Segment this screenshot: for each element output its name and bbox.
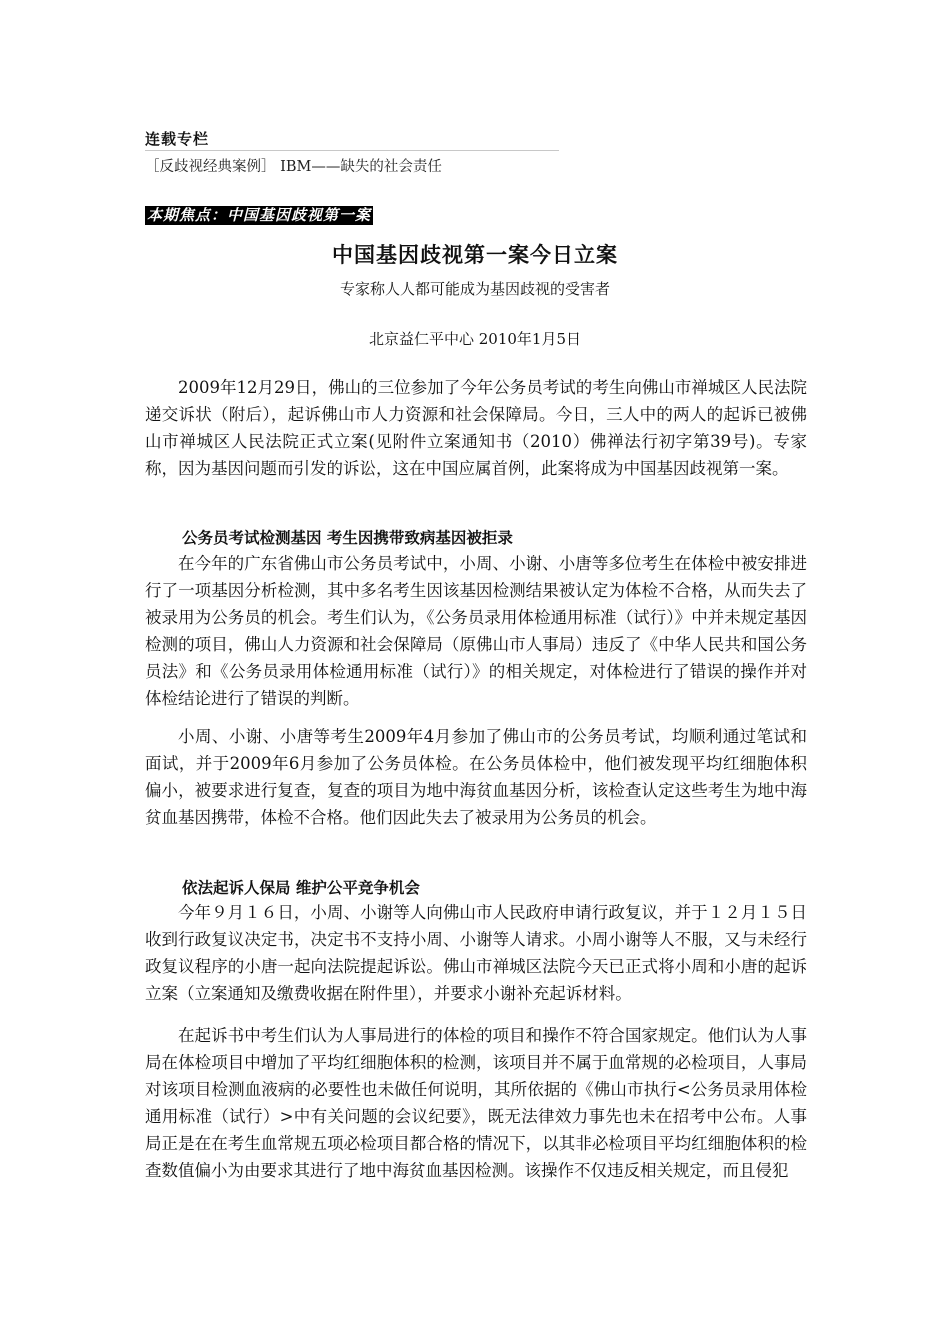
article-subtitle: 专家称人人都可能成为基因歧视的受害者: [339, 280, 610, 298]
article-byline: 北京益仁平中心 2010年1月5日: [368, 330, 582, 348]
section-2-paragraph-1: [145, 899, 807, 1007]
section-heading-1: 公务员考试检测基因 考生因携带致病基因被拒录: [182, 529, 513, 547]
paragraph-text: 在起诉书中考生们认为人事局进行的体检的项目和操作不符合国家规定。他们认为人事局在体检项目中增加了平均红细胞体积的检测，该项目并不属于血常规的必检项目，人事局对该项目检测血液病的必要性也未做任何说明，其所依据的《佛山市执行<公务员录用体检通用标准（试行）>中有关问题的会议纪要》，既无法律效力事先也未在招考中公布。人事局正是在在考生血常规五项必检项目都合格的情况下，以其非必检项目平均红细胞体积的检查数值偏小为由要求其进行了地中海贫血基因检测。该操作不仅违反相关规定，而且侵犯: [145, 1026, 807, 1180]
column-name: 连载专栏: [145, 130, 210, 148]
paragraph-text: 在今年的广东省佛山市公务员考试中，小周、小谢、小唐等多位考生在体检中被安排进行了一项基因分析检测，其中多名考生因该基因检测结果被认定为体检不合格，从而失去了被录用为公务员的机会。考生们认为，《公务员录用体检通用标准（试行）》中并未规定基因检测的项目，佛山人力资源和社会保障局（原佛山市人事局）违反了《中华人民共和国公务员法》和《公务员录用体检通用标准（试行）》的相关规定，对体检进行了错误的操作并对体检结论进行了错误的判断。: [145, 554, 807, 708]
paragraph-text: 今年９月１６日，小周、小谢等人向佛山市人民政府申请行政复议，并于１２月１５日收到行政复议决定书，决定书不支持小周、小谢等人请求。小周小谢等人不服，又与未经行政复议程序的小唐一起向法院提起诉讼。佛山市禅城区法院今天已正式将小周和小唐的起诉立案（立案通知及缴费收据在附件里），并要求小谢补充起诉材料。: [145, 903, 807, 1003]
article-title: 中国基因歧视第一案今日立案: [332, 243, 618, 267]
paragraph-text: 小周、小谢、小唐等考生2009年4月参加了佛山市的公务员考试，均顺利通过笔试和面试，并于2009年6月参加了公务员体检。在公务员体检中，他们被发现平均红细胞体积偏小，被要求进行复查，复查的项目为地中海贫血基因分析，该检查认定这些考生为地中海贫血基因携带，体检不合格。他们因此失去了被录用为公务员的机会。: [145, 727, 807, 827]
paragraph-text: 2009年12月29日，佛山的三位参加了今年公务员考试的考生向佛山市禅城区人民法院递交诉状（附后），起诉佛山市人力资源和社会保障局。今日，三人中的两人的起诉已被佛山市禅城区人民法院正式立案(见附件立案通知书（2010）佛禅法行初字第39号)。专家称，因为基因问题而引发的诉讼，这在中国应属首例，此案将成为中国基因歧视第一案。: [145, 378, 807, 478]
series-title: ［反歧视经典案例］ IBM——缺失的社会责任: [145, 159, 442, 175]
section-2-paragraph-2: [145, 1022, 807, 1184]
focus-banner: 本期焦点：中国基因歧视第一案: [147, 206, 372, 224]
header-divider: [145, 150, 559, 151]
section-1-paragraph-2: [145, 723, 807, 831]
section-1-paragraph-1: [145, 550, 807, 712]
section-heading-2: 依法起诉人保局 维护公平竞争机会: [182, 879, 420, 897]
intro-paragraph: [145, 374, 807, 482]
